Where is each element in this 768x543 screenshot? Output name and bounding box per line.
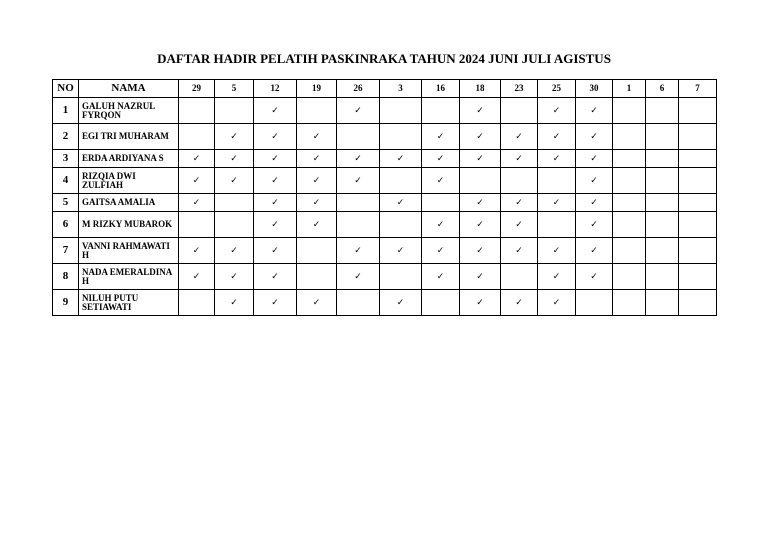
empty-cell xyxy=(215,194,254,212)
row-name: M RIZKY MUBAROK xyxy=(79,212,179,238)
check-mark-icon: ✓ xyxy=(576,168,613,194)
check-mark-icon: ✓ xyxy=(501,124,538,150)
check-mark-icon: ✓ xyxy=(422,168,460,194)
row-number: 1 xyxy=(53,98,79,124)
check-mark-icon: ✓ xyxy=(380,194,422,212)
empty-cell xyxy=(613,290,646,316)
row-number: 4 xyxy=(53,168,79,194)
check-mark-icon: ✓ xyxy=(337,150,380,168)
check-mark-icon: ✓ xyxy=(380,290,422,316)
check-mark-icon: ✓ xyxy=(179,194,215,212)
check-mark-icon: ✓ xyxy=(538,264,576,290)
check-mark-icon: ✓ xyxy=(215,290,254,316)
check-mark-icon: ✓ xyxy=(215,264,254,290)
check-mark-icon: ✓ xyxy=(179,238,215,264)
empty-cell xyxy=(337,124,380,150)
row-name: GAITSA AMALIA xyxy=(79,194,179,212)
check-mark-icon: ✓ xyxy=(460,264,501,290)
row-name: NILUH PUTU SETIAWATI xyxy=(79,290,179,316)
row-name: VANNI RAHMAWATI H xyxy=(79,238,179,264)
check-mark-icon: ✓ xyxy=(337,238,380,264)
empty-cell xyxy=(179,212,215,238)
empty-cell xyxy=(380,264,422,290)
empty-cell xyxy=(613,168,646,194)
empty-cell xyxy=(337,212,380,238)
check-mark-icon: ✓ xyxy=(460,238,501,264)
row-name: ERDA ARDIYANA S xyxy=(79,150,179,168)
empty-cell xyxy=(679,290,717,316)
check-mark-icon: ✓ xyxy=(254,98,297,124)
empty-cell xyxy=(422,194,460,212)
check-mark-icon: ✓ xyxy=(337,264,380,290)
check-mark-icon: ✓ xyxy=(179,150,215,168)
empty-cell xyxy=(337,290,380,316)
column-header-no: NO xyxy=(53,80,79,98)
empty-cell xyxy=(646,238,679,264)
check-mark-icon: ✓ xyxy=(297,212,337,238)
table-row xyxy=(53,264,717,290)
empty-cell xyxy=(679,150,717,168)
check-mark-icon: ✓ xyxy=(297,194,337,212)
empty-cell xyxy=(380,168,422,194)
column-header-date: 23 xyxy=(501,80,538,98)
check-mark-icon: ✓ xyxy=(297,150,337,168)
empty-cell xyxy=(179,290,215,316)
check-mark-icon: ✓ xyxy=(576,238,613,264)
check-mark-icon: ✓ xyxy=(254,238,297,264)
check-mark-icon: ✓ xyxy=(538,194,576,212)
table-row xyxy=(53,212,717,238)
empty-cell xyxy=(380,124,422,150)
check-mark-icon: ✓ xyxy=(576,124,613,150)
column-header-date: 30 xyxy=(576,80,613,98)
check-mark-icon: ✓ xyxy=(179,264,215,290)
check-mark-icon: ✓ xyxy=(501,290,538,316)
check-mark-icon: ✓ xyxy=(460,98,501,124)
empty-cell xyxy=(613,212,646,238)
empty-cell xyxy=(215,98,254,124)
empty-cell xyxy=(613,98,646,124)
column-header-date: 19 xyxy=(297,80,337,98)
check-mark-icon: ✓ xyxy=(460,150,501,168)
check-mark-icon: ✓ xyxy=(254,124,297,150)
column-header-date: 6 xyxy=(646,80,679,98)
empty-cell xyxy=(576,290,613,316)
empty-cell xyxy=(646,124,679,150)
table-row xyxy=(53,98,717,124)
empty-cell xyxy=(380,98,422,124)
check-mark-icon: ✓ xyxy=(215,168,254,194)
table-row xyxy=(53,150,717,168)
check-mark-icon: ✓ xyxy=(501,150,538,168)
empty-cell xyxy=(179,124,215,150)
empty-cell xyxy=(501,168,538,194)
row-name: GALUH NAZRUL FYRQON xyxy=(79,98,179,124)
check-mark-icon: ✓ xyxy=(422,264,460,290)
empty-cell xyxy=(679,238,717,264)
check-mark-icon: ✓ xyxy=(460,212,501,238)
table-row xyxy=(53,194,717,212)
empty-cell xyxy=(422,98,460,124)
row-number: 9 xyxy=(53,290,79,316)
column-header-date: 1 xyxy=(613,80,646,98)
empty-cell xyxy=(460,168,501,194)
check-mark-icon: ✓ xyxy=(460,290,501,316)
empty-cell xyxy=(646,264,679,290)
empty-cell xyxy=(297,238,337,264)
check-mark-icon: ✓ xyxy=(576,194,613,212)
empty-cell xyxy=(679,98,717,124)
column-header-date: 3 xyxy=(380,80,422,98)
table-row xyxy=(53,124,717,150)
check-mark-icon: ✓ xyxy=(297,168,337,194)
empty-cell xyxy=(538,168,576,194)
empty-cell xyxy=(646,212,679,238)
check-mark-icon: ✓ xyxy=(538,238,576,264)
check-mark-icon: ✓ xyxy=(538,124,576,150)
check-mark-icon: ✓ xyxy=(422,238,460,264)
empty-cell xyxy=(679,124,717,150)
empty-cell xyxy=(646,150,679,168)
empty-cell xyxy=(422,290,460,316)
column-header-date: 7 xyxy=(679,80,717,98)
empty-cell xyxy=(646,168,679,194)
check-mark-icon: ✓ xyxy=(179,168,215,194)
check-mark-icon: ✓ xyxy=(254,290,297,316)
column-header-date: 12 xyxy=(254,80,297,98)
empty-cell xyxy=(613,264,646,290)
check-mark-icon: ✓ xyxy=(538,290,576,316)
check-mark-icon: ✓ xyxy=(576,264,613,290)
empty-cell xyxy=(538,212,576,238)
check-mark-icon: ✓ xyxy=(460,124,501,150)
column-header-date: 16 xyxy=(422,80,460,98)
check-mark-icon: ✓ xyxy=(380,150,422,168)
check-mark-icon: ✓ xyxy=(215,238,254,264)
row-number: 3 xyxy=(53,150,79,168)
check-mark-icon: ✓ xyxy=(254,264,297,290)
row-number: 2 xyxy=(53,124,79,150)
empty-cell xyxy=(646,290,679,316)
empty-cell xyxy=(646,98,679,124)
row-number: 6 xyxy=(53,212,79,238)
empty-cell xyxy=(501,264,538,290)
table-row xyxy=(53,238,717,264)
check-mark-icon: ✓ xyxy=(576,150,613,168)
empty-cell xyxy=(613,150,646,168)
column-header-date: 5 xyxy=(215,80,254,98)
row-name: EGI TRI MUHARAM xyxy=(79,124,179,150)
empty-cell xyxy=(297,264,337,290)
check-mark-icon: ✓ xyxy=(576,212,613,238)
check-mark-icon: ✓ xyxy=(501,238,538,264)
check-mark-icon: ✓ xyxy=(538,98,576,124)
row-number: 8 xyxy=(53,264,79,290)
row-name: RIZQIA DWI ZULFIAH xyxy=(79,168,179,194)
check-mark-icon: ✓ xyxy=(501,194,538,212)
empty-cell xyxy=(679,194,717,212)
empty-cell xyxy=(679,264,717,290)
check-mark-icon: ✓ xyxy=(460,194,501,212)
column-header-date: 25 xyxy=(538,80,576,98)
column-header-date: 18 xyxy=(460,80,501,98)
check-mark-icon: ✓ xyxy=(297,290,337,316)
check-mark-icon: ✓ xyxy=(538,150,576,168)
column-header-date: 29 xyxy=(179,80,215,98)
table-row xyxy=(53,168,717,194)
empty-cell xyxy=(679,168,717,194)
check-mark-icon: ✓ xyxy=(422,212,460,238)
empty-cell xyxy=(297,98,337,124)
check-mark-icon: ✓ xyxy=(254,194,297,212)
check-mark-icon: ✓ xyxy=(215,150,254,168)
table-header-row xyxy=(53,80,717,98)
table-row xyxy=(53,290,717,316)
check-mark-icon: ✓ xyxy=(254,212,297,238)
column-header-nama: NAMA xyxy=(79,80,179,98)
table-body xyxy=(53,98,717,316)
row-number: 7 xyxy=(53,238,79,264)
empty-cell xyxy=(179,98,215,124)
empty-cell xyxy=(501,98,538,124)
check-mark-icon: ✓ xyxy=(337,98,380,124)
check-mark-icon: ✓ xyxy=(337,168,380,194)
check-mark-icon: ✓ xyxy=(254,168,297,194)
row-name: NADA EMERALDINA H xyxy=(79,264,179,290)
check-mark-icon: ✓ xyxy=(501,212,538,238)
check-mark-icon: ✓ xyxy=(297,124,337,150)
empty-cell xyxy=(613,194,646,212)
column-header-date: 26 xyxy=(337,80,380,98)
empty-cell xyxy=(215,212,254,238)
check-mark-icon: ✓ xyxy=(380,238,422,264)
check-mark-icon: ✓ xyxy=(422,124,460,150)
empty-cell xyxy=(679,212,717,238)
check-mark-icon: ✓ xyxy=(254,150,297,168)
empty-cell xyxy=(380,212,422,238)
check-mark-icon: ✓ xyxy=(422,150,460,168)
empty-cell xyxy=(646,194,679,212)
attendance-table xyxy=(52,79,717,316)
empty-cell xyxy=(613,238,646,264)
empty-cell xyxy=(337,194,380,212)
check-mark-icon: ✓ xyxy=(576,98,613,124)
row-number: 5 xyxy=(53,194,79,212)
check-mark-icon: ✓ xyxy=(215,124,254,150)
page-title: DAFTAR HADIR PELATIH PASKINRAKA TAHUN 2024 JUNI JULI AGISTUS xyxy=(157,51,611,66)
empty-cell xyxy=(613,124,646,150)
